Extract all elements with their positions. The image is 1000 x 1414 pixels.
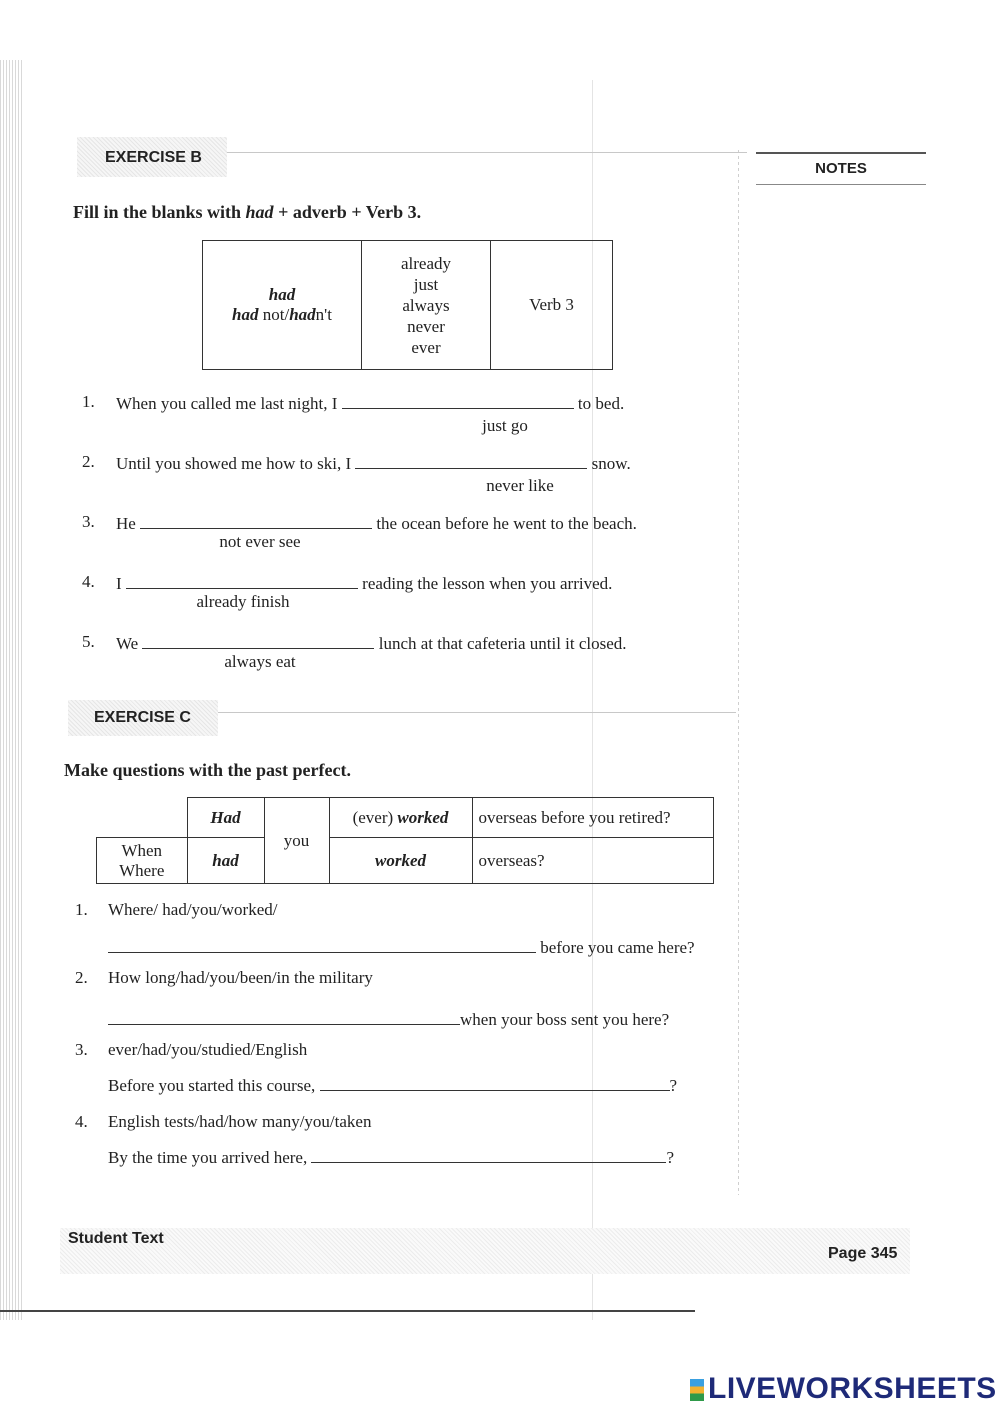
header-rule <box>227 152 747 153</box>
b-item-2-blank[interactable] <box>355 452 587 469</box>
b-item-3-number: 3. <box>82 512 95 531</box>
b-item-1-blank[interactable] <box>342 392 574 409</box>
c-item-4-answer: By the time you arrived here, ? <box>108 1148 675 1167</box>
footer-student-text: Student Text <box>68 1230 164 1247</box>
grid-empty-cell <box>97 798 188 838</box>
grid-worked-upper: (ever) worked <box>329 798 472 838</box>
grid-had-lower: had <box>187 838 264 884</box>
c-item-4-prompt: English tests/had/how many/you/taken <box>108 1112 372 1131</box>
b-item-4-blank[interactable] <box>126 572 358 589</box>
c-item-1-answer: before you came here? <box>108 936 695 958</box>
grid-adverb-cell: already just always never ever <box>362 241 491 370</box>
exercise-c-grid <box>96 797 714 884</box>
notes-margin-line <box>738 150 739 1195</box>
b-item-1-number: 1. <box>82 392 95 411</box>
b-item-1-cue: just go <box>482 416 528 435</box>
grid-verb3-cell: Verb 3 <box>491 241 613 370</box>
exercise-b-heading: EXERCISE B <box>105 149 202 166</box>
header-rule <box>218 712 736 713</box>
c-item-2-prompt: How long/had/you/been/in the military <box>108 968 373 987</box>
page-bottom-rule <box>0 1310 695 1312</box>
c-item-1-number: 1. <box>75 900 88 919</box>
exercise-c-instruction: Make questions with the past perfect. <box>64 760 351 780</box>
footer-page-number: Page 345 <box>828 1245 898 1262</box>
b-item-2-number: 2. <box>82 452 95 471</box>
b-item-5-cue: always eat <box>224 652 296 671</box>
c-item-3-answer: Before you started this course, ? <box>108 1076 678 1095</box>
grid-tail-lower: overseas? <box>472 838 714 884</box>
b-item-4-cue: already finish <box>196 592 290 611</box>
liveworksheets-mark-icon <box>690 1379 704 1401</box>
c-item-4-number: 4. <box>75 1112 88 1131</box>
b-item-3-text: He the ocean before he went to the beach. <box>116 514 637 533</box>
liveworksheets-logo: LIVEWORKSHEETS <box>690 1372 997 1406</box>
grid-wh-words: When Where <box>97 838 188 884</box>
b-item-3-blank[interactable] <box>140 512 372 529</box>
exercise-b-header <box>77 137 227 177</box>
b-item-5-number: 5. <box>82 632 95 651</box>
b-item-2-text: Until you showed me how to ski, I snow. <box>116 454 631 473</box>
c-item-4-blank[interactable] <box>311 1146 666 1163</box>
b-item-5-blank[interactable] <box>142 632 374 649</box>
b-item-3-cue: not ever see <box>219 532 301 551</box>
c-item-3-prompt: ever/had/you/studied/English <box>108 1040 308 1059</box>
c-item-1-blank[interactable] <box>108 936 536 953</box>
c-item-2-blank[interactable] <box>108 1008 460 1025</box>
exercise-c-heading: EXERCISE C <box>94 709 191 726</box>
c-item-2-number: 2. <box>75 968 88 987</box>
b-item-4-text: I reading the lesson when you arrived. <box>116 574 613 593</box>
grid-tail-upper: overseas before you retired? <box>472 798 714 838</box>
exercise-b-instruction: Fill in the blanks with had + adverb + Verb 3. <box>73 202 422 222</box>
binding-edge <box>0 60 22 1320</box>
grid-worked-lower: worked <box>329 838 472 884</box>
exercise-b-grid <box>202 240 613 370</box>
c-item-3-blank[interactable] <box>320 1074 670 1091</box>
grid-had-upper: Had <box>187 798 264 838</box>
c-item-3-number: 3. <box>75 1040 88 1059</box>
grid-had-cell: had had not/hadn't <box>203 241 362 370</box>
c-item-2-answer: when your boss sent you here? <box>108 1008 669 1030</box>
b-item-4-number: 4. <box>82 572 95 591</box>
notes-label: NOTES <box>756 152 926 185</box>
footer-band <box>60 1228 910 1274</box>
b-item-5-text: We lunch at that cafeteria until it closed. <box>116 634 627 653</box>
b-item-2-cue: never like <box>486 476 554 495</box>
c-item-1-prompt: Where/ had/you/worked/ <box>108 900 278 919</box>
exercise-c-header <box>68 700 218 736</box>
b-item-1-text: When you called me last night, I to bed. <box>116 394 625 413</box>
grid-you: you <box>264 798 329 884</box>
